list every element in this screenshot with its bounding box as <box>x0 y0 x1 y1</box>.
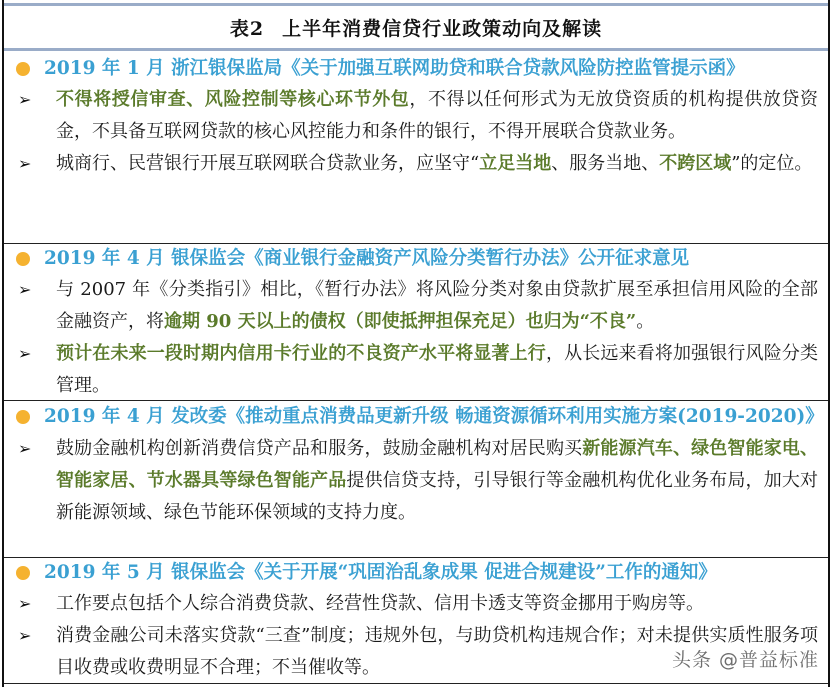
bullet-text: 不得将授信审查、风险控制等核心环节外包，不得以任何形式为无放贷资质的机构提供放贷资金，不具备互联网贷款的核心风控能力和条件的银行，不得开展联合贷款业务。 <box>56 89 819 142</box>
bullet-text: 消费金融公司未落实贷款“三查”制度；违规外包，与助贷机构违规合作；对未提供实质性服务项目收费或收费明显不合理；不当催收等。 <box>56 625 818 678</box>
section-2019-04-cbirc <box>4 244 828 401</box>
bullet-text: 城商行、民营银行开展互联网联合贷款业务，应坚守“立足当地、服务当地、不跨区域”的定位。 <box>56 153 813 174</box>
orange-dot-icon <box>16 62 30 76</box>
bullet-item <box>4 338 828 402</box>
section-heading-text: 2019 年 1 月 浙江银保监局《关于加强互联网助贷和联合贷款风险防控监管提示函》 <box>44 58 745 79</box>
bullet-text: 鼓励金融机构创新消费信贷产品和服务，鼓励金融机构对居民购买新能源汽车、绿色智能家电、智能家居、节水器具等绿色智能产品提供信贷支持，引导银行等金融机构优化业务布局，加大对新能源领域、绿色节能环保领域的支持力度。 <box>56 438 819 523</box>
table-title-band <box>4 3 828 51</box>
bullet-item <box>4 148 828 180</box>
orange-dot-icon <box>16 252 30 266</box>
arrowhead-bullet-icon: ➢ <box>18 594 32 613</box>
bullet-text: 预计在未来一段时期内信用卡行业的不良资产水平将显著上行，从长远来看将加强银行风险分类管理。 <box>56 343 819 396</box>
watermark: 头条 @普益标准 <box>671 649 819 671</box>
bullet-text: 工作要点包括个人综合消费贷款、经营性贷款、信用卡透支等资金挪用于购房等。 <box>56 593 704 614</box>
table-title <box>230 14 602 41</box>
arrowhead-bullet-icon: ➢ <box>18 154 32 173</box>
section-2019-01 <box>4 54 828 244</box>
orange-dot-icon <box>16 566 30 580</box>
section-heading <box>4 558 828 588</box>
section-heading-text: 2019 年 4 月 发改委《推动重点消费品更新升级 畅通资源循环利用实施方案(2019-2020)》 <box>44 406 824 427</box>
arrowhead-bullet-icon: ➢ <box>18 280 32 299</box>
table-number: 表2 <box>229 17 265 40</box>
section-2019-04-ndrc <box>4 401 828 558</box>
bullet-item <box>4 274 828 338</box>
bullet-item <box>4 84 828 148</box>
arrowhead-bullet-icon: ➢ <box>18 439 32 458</box>
arrowhead-bullet-icon: ➢ <box>18 626 32 645</box>
orange-dot-icon <box>16 410 30 424</box>
bullet-item <box>4 588 828 620</box>
bullet-text: 与 2007 年《分类指引》相比，《暂行办法》将风险分类对象由贷款扩展至承担信用风险的全部金融资产，将逾期 90 天以上的债权（即使抵押担保充足）也归为“不良”。 <box>56 279 818 332</box>
section-heading-text: 2019 年 5 月 银保监会《关于开展“巩固治乱象成果 促进合规建设”工作的通知》 <box>44 562 717 583</box>
section-heading <box>4 401 828 433</box>
section-heading-text: 2019 年 4 月 银保监会《商业银行金融资产风险分类暂行办法》公开征求意见 <box>44 248 690 269</box>
bullet-item <box>4 433 828 529</box>
arrowhead-bullet-icon: ➢ <box>18 344 32 363</box>
section-heading <box>4 54 828 84</box>
table-title-text: 上半年消费信贷行业政策动向及解读 <box>282 17 603 40</box>
policy-table <box>2 0 830 687</box>
arrowhead-bullet-icon: ➢ <box>18 90 32 109</box>
section-heading <box>4 244 828 274</box>
